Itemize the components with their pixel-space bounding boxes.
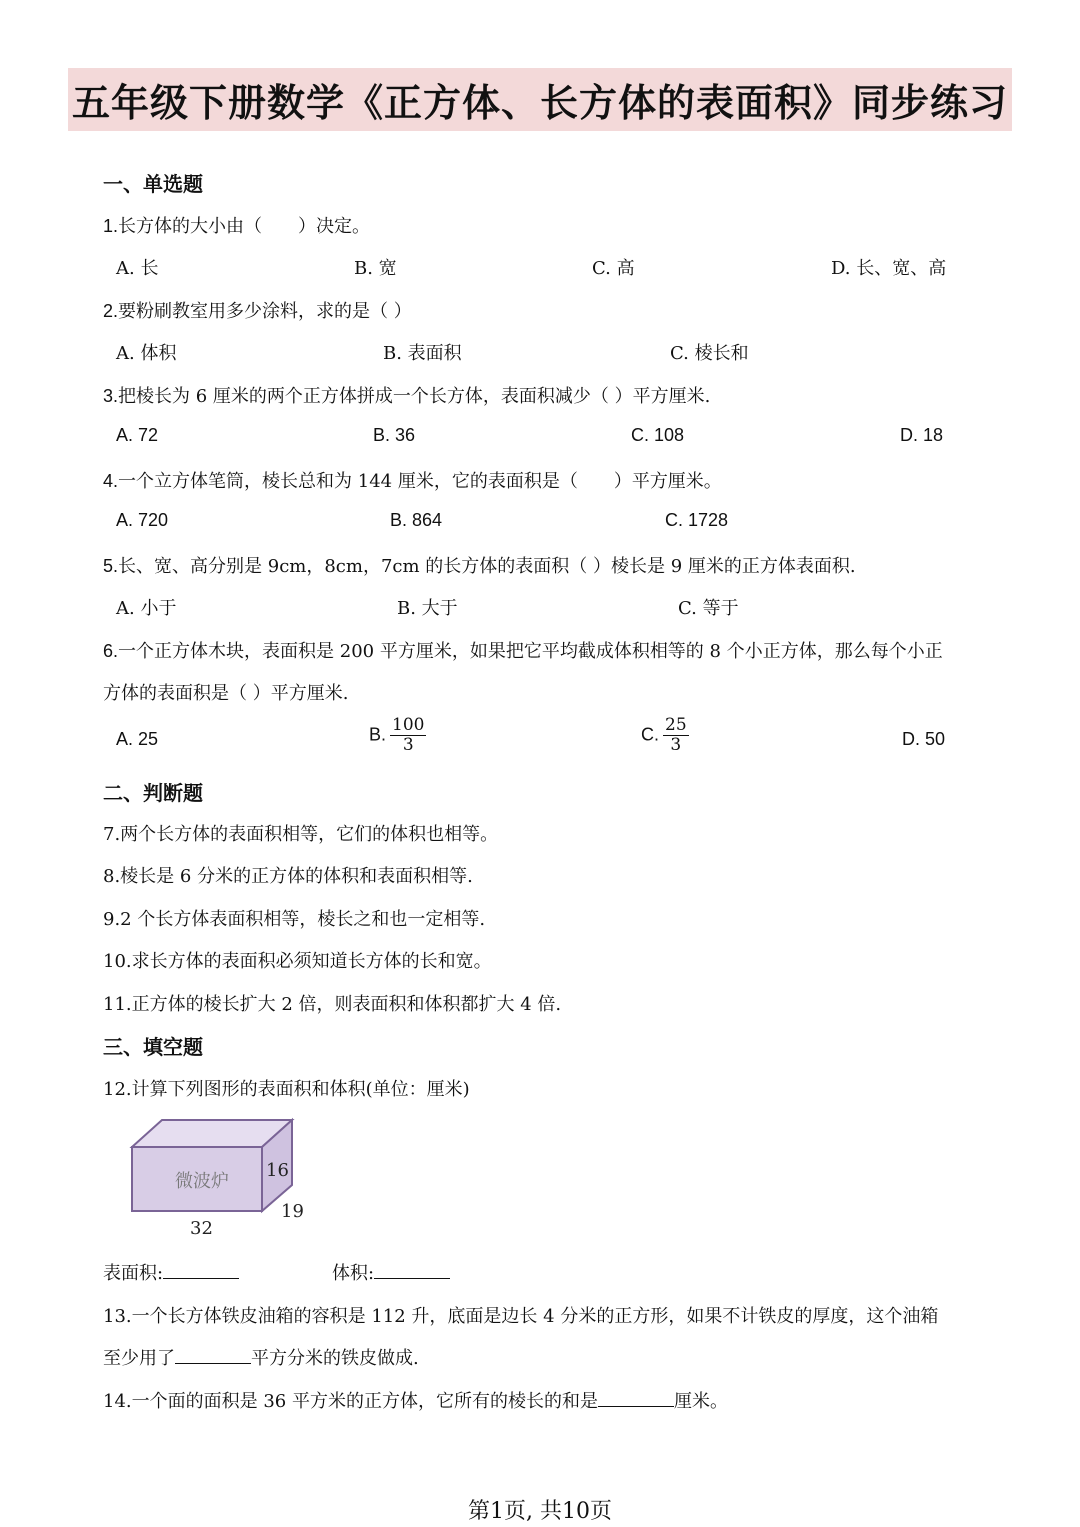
section-heading-single-choice: 一、单选题 [103, 172, 203, 196]
q5-option-a: A. 小于 [116, 598, 177, 619]
dim-length: 32 [190, 1218, 213, 1239]
volume-answer: 体积: [332, 1259, 450, 1285]
question-1: 1.长方体的大小由（ ）决定。 [103, 216, 371, 237]
question-2: 2.要粉刷教室用多少涂料，求的是（ ） [103, 301, 412, 322]
page-title: 五年级下册数学《正方体、长方体的表面积》同步练习 [68, 68, 1012, 131]
q6-option-a: A. 25 [116, 729, 159, 749]
question-6-line-1: 6.一个正方体木块，表面积是 200 平方厘米，如果把它平均截成体积相等的 8 个小正方体，那么每个小正 [103, 641, 943, 662]
question-5: 5.长、宽、高分别是 9cm，8cm，7cm 的长方体的表面积（ ）棱长是 9 厘米的正方体表面积. [103, 556, 856, 577]
question-6-line-2: 方体的表面积是（ ）平方厘米. [103, 683, 349, 704]
q14-blank[interactable] [598, 1392, 674, 1407]
q1-option-b: B. 宽 [354, 258, 397, 279]
q1-option-c: C. 高 [592, 258, 635, 279]
q3-option-d: D. 18 [900, 425, 944, 445]
question-11: 11.正方体的棱长扩大 2 倍，则表面积和体积都扩大 4 倍. [103, 994, 562, 1015]
title-wrap [0, 68, 1080, 131]
q6-option-c: C. $\frac{25}{3}$ [641, 715, 687, 755]
q3-option-b: B. 36 [373, 425, 416, 445]
q1-option-d: D. 长、宽、高 [831, 258, 947, 279]
q4-option-a: A. 720 [116, 510, 169, 530]
q2-option-b: B. 表面积 [383, 343, 462, 364]
q6-option-b: B. $\frac{100}{3}$ [369, 715, 425, 755]
q5-option-b: B. 大于 [397, 598, 458, 619]
question-4: 4.一个立方体笔筒，棱长总和为 144 厘米，它的表面积是（ ）平方厘米。 [103, 471, 722, 492]
microwave-box-figure [118, 1113, 318, 1243]
q4-option-c: C. 1728 [665, 510, 729, 530]
question-10: 10.求长方体的表面积必须知道长方体的长和宽。 [103, 951, 492, 972]
dim-height: 16 [266, 1160, 289, 1181]
question-13-line-1: 13.一个长方体铁皮油箱的容积是 112 升，底面是边长 4 分米的正方形，如果不计铁皮的厚度，这个油箱 [103, 1306, 939, 1327]
q6-option-d: D. 50 [902, 729, 946, 749]
question-7: 7.两个长方体的表面积相等，它们的体积也相等。 [103, 824, 499, 845]
q5-option-c: C. 等于 [678, 598, 739, 619]
question-8: 8.棱长是 6 分米的正方体的体积和表面积相等. [103, 866, 473, 887]
surface-area-blank[interactable] [163, 1264, 239, 1279]
q2-option-c: C. 棱长和 [670, 343, 749, 364]
box-label: 微波炉 [175, 1171, 229, 1192]
page-footer: 第1页, 共10页 [468, 1499, 612, 1524]
question-13-line-2: 至少用了 平方分米的铁皮做成. [103, 1348, 419, 1369]
q4-option-b: B. 864 [390, 510, 443, 530]
surface-area-answer: 表面积: [103, 1259, 239, 1285]
volume-blank[interactable] [374, 1264, 450, 1279]
section-heading-true-false: 二、判断题 [103, 781, 203, 805]
dim-width: 19 [281, 1201, 304, 1222]
question-9: 9.2 个长方体表面积相等，棱长之和也一定相等. [103, 909, 486, 930]
q3-option-a: A. 72 [116, 425, 159, 445]
q3-option-c: C. 108 [631, 425, 685, 445]
question-12: 12.计算下列图形的表面积和体积(单位：厘米) [103, 1079, 470, 1100]
fraction-100-3: $\frac{100}{3}$ [392, 715, 425, 755]
question-14: 14.一个面的面积是 36 平方米的正方体，它所有的棱长的和是 厘米。 [103, 1391, 728, 1412]
q2-option-a: A. 体积 [116, 343, 177, 364]
section-heading-fill-blank: 三、填空题 [103, 1035, 203, 1059]
q13-blank[interactable] [175, 1349, 251, 1364]
fraction-25-3: $\frac{25}{3}$ [665, 715, 687, 755]
q1-option-a: A. 长 [116, 258, 159, 279]
question-3: 3.把棱长为 6 厘米的两个正方体拼成一个长方体，表面积减少（ ）平方厘米. [103, 386, 711, 407]
